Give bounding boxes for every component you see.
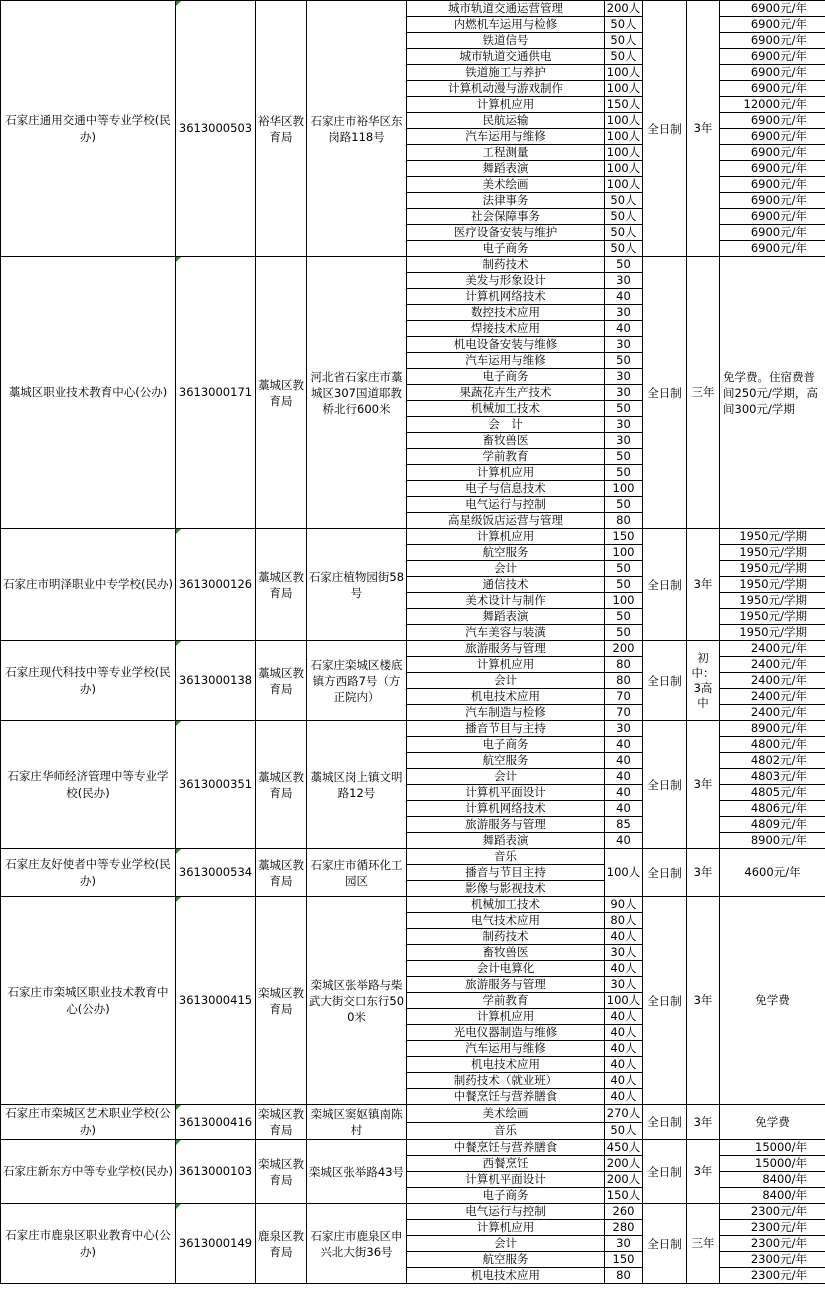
- tuition-fee: 6900元/年: [720, 209, 825, 225]
- major-name: 航空服务: [407, 753, 605, 769]
- major-quota: 100: [605, 593, 643, 609]
- school-address: 石家庄市鹿泉区申兴北大街36号: [307, 1204, 407, 1284]
- major-quota: 100: [605, 545, 643, 561]
- major-quota: 100人: [605, 81, 643, 97]
- cell-marker-icon: [176, 1, 181, 6]
- major-name: 旅游服务与管理: [407, 641, 605, 657]
- major-quota: 100人: [605, 177, 643, 193]
- major-quota: 50: [605, 353, 643, 369]
- school-address: 栾城区张举路43号: [307, 1140, 407, 1204]
- tuition-fee: 2400元/年: [720, 673, 825, 689]
- tuition-fee: 6900元/年: [720, 145, 825, 161]
- major-quota: 80: [605, 1268, 643, 1284]
- tuition-fee: 15000/年: [720, 1140, 825, 1156]
- major-quota: 50人: [605, 17, 643, 33]
- tuition-fee: 8400/年: [720, 1188, 825, 1204]
- major-name: 舞蹈表演: [407, 609, 605, 625]
- tuition-fee: 2400元/年: [720, 641, 825, 657]
- tuition-fee: 2400元/年: [720, 689, 825, 705]
- table-row: [1, 1, 825, 17]
- major-name: 电子商务: [407, 241, 605, 257]
- tuition-fee: 免学费。住宿费普间250元/学期，高间300元/学期: [720, 257, 825, 529]
- major-name: 中餐烹饪与营养膳食: [407, 1089, 605, 1105]
- major-quota: 50人: [605, 1122, 643, 1140]
- tuition-fee: 2300元/年: [720, 1252, 825, 1268]
- school-code: 3613000534: [176, 849, 256, 897]
- tuition-fee: 1950元/学期: [720, 529, 825, 545]
- major-quota: 150: [605, 529, 643, 545]
- school-name: 石家庄市栾城区职业技术教育中心(公办): [1, 897, 176, 1105]
- major-name: 计算机应用: [407, 465, 605, 481]
- major-quota: 100人: [605, 65, 643, 81]
- table-row: [1, 1204, 825, 1220]
- school-name: 石家庄市鹿泉区职业教育中心(公办): [1, 1204, 176, 1284]
- major-name: 汽车运用与维修: [407, 353, 605, 369]
- major-quota: 100: [605, 481, 643, 497]
- study-duration: 3年: [687, 1105, 720, 1140]
- tuition-fee: 2400元/年: [720, 705, 825, 721]
- major-quota: 85: [605, 817, 643, 833]
- school-authority: 鹿泉区教育局: [256, 1204, 307, 1284]
- major-quota: 50: [605, 465, 643, 481]
- major-quota: 40: [605, 289, 643, 305]
- major-quota: 40人: [605, 1041, 643, 1057]
- tuition-fee: 2300元/年: [720, 1204, 825, 1220]
- school-address: 藁城区岗上镇文明路12号: [307, 721, 407, 849]
- major-name: 电子商务: [407, 737, 605, 753]
- major-quota: 40: [605, 753, 643, 769]
- major-name: 工程测量: [407, 145, 605, 161]
- school-code: 3613000103: [176, 1140, 256, 1204]
- study-mode: 全日制: [643, 897, 687, 1105]
- major-name: 机电技术应用: [407, 689, 605, 705]
- tuition-fee: 12000元/年: [720, 97, 825, 113]
- major-name: 播音与节目主持: [407, 865, 605, 881]
- major-name: 汽车运用与维修: [407, 129, 605, 145]
- tuition-fee: 6900元/年: [720, 193, 825, 209]
- tuition-fee: 2300元/年: [720, 1236, 825, 1252]
- major-quota: 280: [605, 1220, 643, 1236]
- school-code: 3613000416: [176, 1105, 256, 1140]
- major-name: 铁道施工与养护: [407, 65, 605, 81]
- tuition-fee: 8400/年: [720, 1172, 825, 1188]
- table-row: [1, 849, 825, 865]
- tuition-fee: 6900元/年: [720, 33, 825, 49]
- major-name: 制药技术: [407, 929, 605, 945]
- cell-marker-icon: [176, 897, 181, 902]
- major-quota: 30: [605, 385, 643, 401]
- major-name: 畜牧兽医: [407, 433, 605, 449]
- major-quota: 100人: [605, 145, 643, 161]
- major-name: 会计电算化: [407, 961, 605, 977]
- major-name: 机电技术应用: [407, 1057, 605, 1073]
- major-quota: 30: [605, 305, 643, 321]
- major-name: 西餐烹饪: [407, 1156, 605, 1172]
- major-quota: 150人: [605, 1188, 643, 1204]
- table-row: [1, 721, 825, 737]
- major-quota: 40人: [605, 1057, 643, 1073]
- tuition-fee: 1950元/学期: [720, 545, 825, 561]
- major-name: 高星级饭店运营与管理: [407, 513, 605, 529]
- major-name: 计算机平面设计: [407, 1172, 605, 1188]
- study-duration: 初中：3高中: [687, 641, 720, 721]
- major-quota: 50: [605, 257, 643, 273]
- major-quota: 200人: [605, 1156, 643, 1172]
- school-authority: 藁城区教育局: [256, 641, 307, 721]
- major-name: 影像与影视技术: [407, 881, 605, 897]
- school-code: 3613000138: [176, 641, 256, 721]
- study-mode: 全日制: [643, 257, 687, 529]
- tuition-fee: 1950元/学期: [720, 609, 825, 625]
- major-quota: 30人: [605, 945, 643, 961]
- major-quota: 30: [605, 1236, 643, 1252]
- study-mode: 全日制: [643, 641, 687, 721]
- tuition-fee: 6900元/年: [720, 1, 825, 17]
- tuition-fee: 1950元/学期: [720, 593, 825, 609]
- study-duration: 3年: [687, 897, 720, 1105]
- tuition-fee: 4800元/年: [720, 737, 825, 753]
- major-name: 电子与信息技术: [407, 481, 605, 497]
- major-name: 航空服务: [407, 1252, 605, 1268]
- major-name: 焊接技术应用: [407, 321, 605, 337]
- school-authority: 藁城区教育局: [256, 529, 307, 641]
- study-mode: 全日制: [643, 1105, 687, 1140]
- major-name: 美术绘画: [407, 1105, 605, 1123]
- major-quota: 80: [605, 673, 643, 689]
- major-name: 电气运行与控制: [407, 497, 605, 513]
- study-mode: 全日制: [643, 1140, 687, 1204]
- major-quota: 40: [605, 321, 643, 337]
- major-name: 美术绘画: [407, 177, 605, 193]
- major-name: 电子商务: [407, 1188, 605, 1204]
- study-duration: 3年: [687, 1, 720, 257]
- major-quota: 40人: [605, 1073, 643, 1089]
- major-name: 计算机平面设计: [407, 785, 605, 801]
- major-quota: 30: [605, 273, 643, 289]
- tuition-fee: 6900元/年: [720, 241, 825, 257]
- major-name: 机电技术应用: [407, 1268, 605, 1284]
- study-duration: 三年: [687, 257, 720, 529]
- tuition-fee: 4806元/年: [720, 801, 825, 817]
- major-name: 计算机网络技术: [407, 801, 605, 817]
- major-name: 计算机动漫与游戏制作: [407, 81, 605, 97]
- major-name: 电子商务: [407, 369, 605, 385]
- table-row: [1, 1140, 825, 1156]
- school-code: 3613000503: [176, 1, 256, 257]
- major-name: 制药技术（就业班）: [407, 1073, 605, 1089]
- major-name: 医疗设备安装与维护: [407, 225, 605, 241]
- major-quota: 50: [605, 497, 643, 513]
- tuition-fee: 2400元/年: [720, 657, 825, 673]
- major-name: 城市轨道交通供电: [407, 49, 605, 65]
- cell-marker-icon: [176, 1105, 181, 1110]
- tuition-fee: 4803元/年: [720, 769, 825, 785]
- major-name: 机械加工技术: [407, 897, 605, 913]
- major-quota: 50: [605, 577, 643, 593]
- major-name: 航空服务: [407, 545, 605, 561]
- major-quota: 80: [605, 513, 643, 529]
- major-name: 会 计: [407, 417, 605, 433]
- major-name: 数控技术应用: [407, 305, 605, 321]
- major-name: 学前教育: [407, 449, 605, 465]
- major-name: 畜牧兽医: [407, 945, 605, 961]
- tuition-fee: 4600元/年: [720, 849, 825, 897]
- tuition-fee: 6900元/年: [720, 81, 825, 97]
- table-body: [1, 1, 825, 1284]
- tuition-fee: 1950元/学期: [720, 577, 825, 593]
- major-name: 社会保障事务: [407, 209, 605, 225]
- school-name: 石家庄华师经济管理中等专业学校(民办): [1, 721, 176, 849]
- school-name: 藁城区职业技术教育中心(公办): [1, 257, 176, 529]
- school-name: 石家庄市栾城区艺术职业学校(公办): [1, 1105, 176, 1140]
- major-quota: 40: [605, 769, 643, 785]
- major-name: 汽车制造与检修: [407, 705, 605, 721]
- study-duration: 3年: [687, 1140, 720, 1204]
- major-name: 中餐烹饪与营养膳食: [407, 1140, 605, 1156]
- major-quota: 50人: [605, 241, 643, 257]
- major-quota: 40: [605, 833, 643, 849]
- table-row: [1, 641, 825, 657]
- tuition-fee: 1950元/学期: [720, 625, 825, 641]
- tuition-fee: 6900元/年: [720, 113, 825, 129]
- major-quota: 150人: [605, 97, 643, 113]
- school-authority: 藁城区教育局: [256, 849, 307, 897]
- school-name: 石家庄现代科技中等专业学校(民办): [1, 641, 176, 721]
- major-name: 法律事务: [407, 193, 605, 209]
- tuition-fee: 15000/年: [720, 1156, 825, 1172]
- major-quota: 50: [605, 561, 643, 577]
- school-code: 3613000171: [176, 257, 256, 529]
- major-name: 会计: [407, 1236, 605, 1252]
- school-address: 石家庄市循环化工园区: [307, 849, 407, 897]
- table-row: [1, 529, 825, 545]
- study-mode: 全日制: [643, 529, 687, 641]
- major-name: 电气运行与控制: [407, 1204, 605, 1220]
- study-mode: 全日制: [643, 849, 687, 897]
- major-name: 会计: [407, 673, 605, 689]
- major-quota: 50: [605, 609, 643, 625]
- major-quota: 100人: [605, 993, 643, 1009]
- major-name: 计算机应用: [407, 657, 605, 673]
- major-quota: 40人: [605, 1009, 643, 1025]
- tuition-fee: 6900元/年: [720, 49, 825, 65]
- major-quota: 100人: [605, 161, 643, 177]
- major-quota: 70: [605, 689, 643, 705]
- major-name: 旅游服务与管理: [407, 817, 605, 833]
- school-authority: 栾城区教育局: [256, 897, 307, 1105]
- cell-marker-icon: [176, 849, 181, 854]
- major-name: 美发与形象设计: [407, 273, 605, 289]
- major-quota: 30: [605, 337, 643, 353]
- cell-marker-icon: [176, 721, 181, 726]
- major-name: 光电仪器制造与维修: [407, 1025, 605, 1041]
- major-name: 美术设计与制作: [407, 593, 605, 609]
- cell-marker-icon: [176, 1204, 181, 1209]
- major-quota: 260: [605, 1204, 643, 1220]
- major-quota: 50人: [605, 225, 643, 241]
- tuition-fee: 6900元/年: [720, 161, 825, 177]
- tuition-fee: 6900元/年: [720, 225, 825, 241]
- major-quota: 50人: [605, 49, 643, 65]
- tuition-fee: 6900元/年: [720, 65, 825, 81]
- major-quota: 450人: [605, 1140, 643, 1156]
- school-code: 3613000415: [176, 897, 256, 1105]
- tuition-fee: 4809元/年: [720, 817, 825, 833]
- school-name: 石家庄市明泽职业中专学校(民办): [1, 529, 176, 641]
- study-mode: 全日制: [643, 721, 687, 849]
- tuition-fee: 2300元/年: [720, 1268, 825, 1284]
- major-quota: 200: [605, 641, 643, 657]
- major-quota: 50: [605, 449, 643, 465]
- major-name: 计算机应用: [407, 1009, 605, 1025]
- school-name: 石家庄通用交通中等专业学校(民办): [1, 1, 176, 257]
- tuition-fee: 6900元/年: [720, 17, 825, 33]
- cell-marker-icon: [176, 641, 181, 646]
- school-code: 3613000351: [176, 721, 256, 849]
- school-code: 3613000126: [176, 529, 256, 641]
- major-quota: 40人: [605, 961, 643, 977]
- major-name: 学前教育: [407, 993, 605, 1009]
- major-name: 计算机应用: [407, 1220, 605, 1236]
- major-quota: 40: [605, 737, 643, 753]
- major-name: 会计: [407, 769, 605, 785]
- school-name: 石家庄友好使者中等专业学校(民办): [1, 849, 176, 897]
- major-quota: 200人: [605, 1172, 643, 1188]
- major-quota: 40: [605, 801, 643, 817]
- tuition-fee: 1950元/学期: [720, 561, 825, 577]
- school-address: 石家庄植物园街58号: [307, 529, 407, 641]
- major-quota: 90人: [605, 897, 643, 913]
- table-row: [1, 897, 825, 913]
- major-quota: 30: [605, 433, 643, 449]
- school-authority: 藁城区教育局: [256, 721, 307, 849]
- major-quota: 30: [605, 721, 643, 737]
- major-quota: 50: [605, 625, 643, 641]
- school-address: 石家庄栾城区楼底镇方西路7号（方正院内）: [307, 641, 407, 721]
- school-authority: 栾城区教育局: [256, 1105, 307, 1140]
- school-name: 石家庄新东方中等专业学校(民办): [1, 1140, 176, 1204]
- cell-marker-icon: [176, 1140, 181, 1145]
- major-quota: 80: [605, 657, 643, 673]
- major-quota: 150: [605, 1252, 643, 1268]
- major-name: 民航运输: [407, 113, 605, 129]
- major-name: 旅游服务与管理: [407, 977, 605, 993]
- major-name: 机械加工技术: [407, 401, 605, 417]
- major-quota: 50: [605, 401, 643, 417]
- school-authority: 藁城区教育局: [256, 257, 307, 529]
- major-name: 计算机网络技术: [407, 289, 605, 305]
- major-name: 电气技术应用: [407, 913, 605, 929]
- major-name: 铁道信号: [407, 33, 605, 49]
- major-name: 制药技术: [407, 257, 605, 273]
- tuition-fee: 6900元/年: [720, 177, 825, 193]
- major-name: 播音节目与主持: [407, 721, 605, 737]
- major-name: 果蔬花卉生产技术: [407, 385, 605, 401]
- tuition-fee: 8900元/年: [720, 721, 825, 737]
- major-quota: 40人: [605, 1089, 643, 1105]
- tuition-fee: 免学费: [720, 897, 825, 1105]
- school-address: 栾城区张举路与柴武大街交口东行500米: [307, 897, 407, 1105]
- tuition-fee: 4805元/年: [720, 785, 825, 801]
- major-quota: 100人: [605, 849, 643, 897]
- major-name: 城市轨道交通运营管理: [407, 1, 605, 17]
- school-address: 栾城区窦妪镇南陈村: [307, 1105, 407, 1140]
- major-quota: 30人: [605, 977, 643, 993]
- major-name: 汽车美容与装潢: [407, 625, 605, 641]
- major-quota: 50人: [605, 33, 643, 49]
- major-quota: 30: [605, 417, 643, 433]
- school-code: 3613000149: [176, 1204, 256, 1284]
- major-name: 计算机应用: [407, 97, 605, 113]
- major-name: 音乐: [407, 1122, 605, 1140]
- cell-marker-icon: [176, 529, 181, 534]
- major-name: 舞蹈表演: [407, 833, 605, 849]
- school-address: 石家庄市裕华区东岗路118号: [307, 1, 407, 257]
- major-quota: 100人: [605, 113, 643, 129]
- major-name: 内燃机车运用与检修: [407, 17, 605, 33]
- school-address: 河北省石家庄市藁城区307国道耶教桥北行600米: [307, 257, 407, 529]
- major-quota: 30: [605, 369, 643, 385]
- major-name: 汽车运用与维修: [407, 1041, 605, 1057]
- major-quota: 50人: [605, 209, 643, 225]
- school-authority: 栾城区教育局: [256, 1140, 307, 1204]
- cell-marker-icon: [176, 257, 181, 262]
- tuition-fee: 2300元/年: [720, 1220, 825, 1236]
- study-duration: 3年: [687, 849, 720, 897]
- major-quota: 50人: [605, 193, 643, 209]
- major-quota: 80人: [605, 913, 643, 929]
- school-authority: 裕华区教育局: [256, 1, 307, 257]
- major-name: 会计: [407, 561, 605, 577]
- major-quota: 40人: [605, 1025, 643, 1041]
- tuition-fee: 4802元/年: [720, 753, 825, 769]
- study-mode: 全日制: [643, 1204, 687, 1284]
- table-row: [1, 1105, 825, 1123]
- tuition-fee: 6900元/年: [720, 129, 825, 145]
- major-quota: 70: [605, 705, 643, 721]
- major-name: 通信技术: [407, 577, 605, 593]
- tuition-fee: 免学费: [720, 1105, 825, 1140]
- study-duration: 3年: [687, 529, 720, 641]
- study-duration: 3年: [687, 721, 720, 849]
- major-quota: 100人: [605, 129, 643, 145]
- major-quota: 200人: [605, 1, 643, 17]
- study-duration: 三年: [687, 1204, 720, 1284]
- major-quota: 270人: [605, 1105, 643, 1123]
- major-name: 音乐: [407, 849, 605, 865]
- study-mode: 全日制: [643, 1, 687, 257]
- major-name: 计算机应用: [407, 529, 605, 545]
- major-quota: 40人: [605, 929, 643, 945]
- table-row: [1, 257, 825, 273]
- major-name: 舞蹈表演: [407, 161, 605, 177]
- tuition-fee: 8900元/年: [720, 833, 825, 849]
- major-name: 机电设备安装与维修: [407, 337, 605, 353]
- major-quota: 40: [605, 785, 643, 801]
